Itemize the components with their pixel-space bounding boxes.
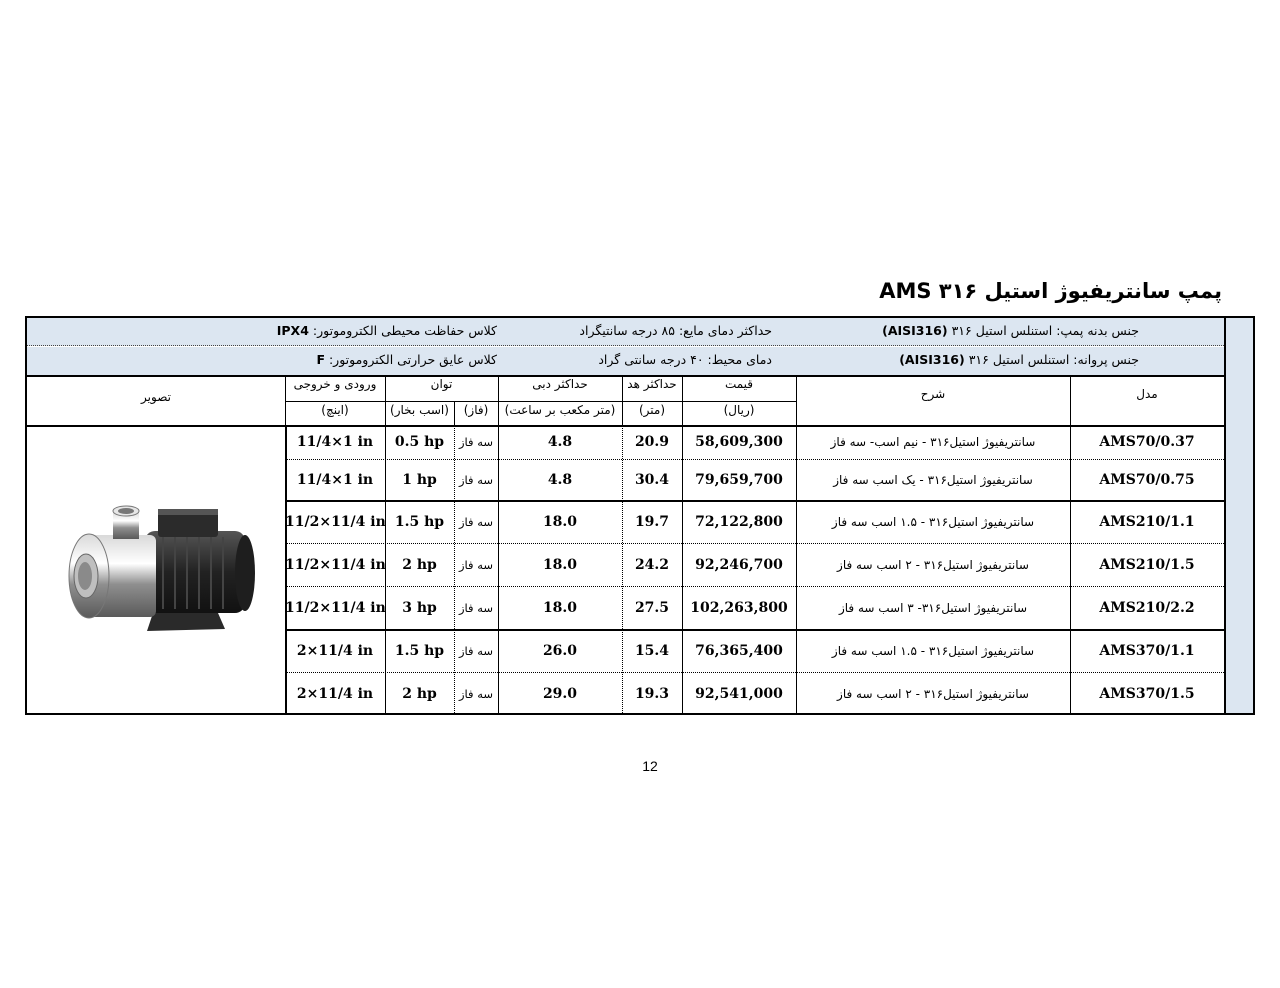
row-divider — [285, 672, 1224, 673]
cell-hp: 2 hp — [402, 556, 437, 573]
header-price-unit: (ریال) — [723, 403, 755, 417]
header-max-head: حداکثر هد — [627, 377, 677, 391]
cell-phase: سه فاز — [458, 472, 493, 487]
cell-flow: 4.8 — [547, 471, 573, 488]
cell-head: 19.3 — [634, 685, 670, 702]
cell-flow: 18.0 — [542, 599, 578, 616]
cell-description: سانتریفیوژ استیل۳۱۶- ۳ اسب سه فاز — [838, 600, 1028, 615]
header-description: شرح — [920, 387, 946, 401]
cell-hp: 2 hp — [402, 685, 437, 702]
cell-description: سانتریفیوژ استیل۳۱۶ - ۲ اسب سه فاز — [837, 686, 1029, 701]
row-divider — [285, 543, 1224, 544]
header-max-head-unit: (متر) — [638, 403, 666, 417]
cell-description: سانتریفیوژ استیل۳۱۶ - ۲ اسب سه فاز — [837, 557, 1029, 572]
row-divider — [285, 500, 1224, 502]
cell-model: AMS70/0.75 — [1099, 471, 1195, 488]
cell-head: 27.5 — [634, 599, 670, 616]
cell-connection: 11/4×1 in — [296, 434, 374, 450]
cell-flow: 29.0 — [542, 685, 578, 702]
cell-hp: 0.5 hp — [394, 434, 445, 450]
max-liquid-temp: حداکثر دمای مایع: ۸۵ درجه سانتیگراد — [579, 323, 772, 338]
cell-price: 58,609,300 — [695, 434, 783, 450]
page-title: پمپ سانتریفیوژ استیل ۳۱۶ AMS — [879, 279, 1222, 303]
header-price: قیمت — [724, 377, 754, 391]
cell-price: 76,365,400 — [695, 642, 783, 659]
cell-flow: 26.0 — [542, 642, 578, 659]
impeller-material-value: (AISI316) — [899, 352, 965, 367]
cell-model: AMS370/1.1 — [1099, 642, 1195, 659]
ambient-temp: دمای محیط: ۴۰ درجه سانتی گراد — [598, 352, 772, 367]
cell-hp: 3 hp — [402, 599, 437, 616]
spec-row-2 — [27, 347, 1224, 377]
cell-phase: سه فاز — [458, 514, 493, 529]
cell-phase: سه فاز — [458, 686, 493, 701]
cell-price: 79,659,700 — [695, 471, 783, 488]
header-power: توان — [430, 377, 453, 391]
row-divider — [285, 459, 1224, 460]
header-inlet-outlet-unit: (اینچ) — [321, 403, 349, 417]
cell-phase: سه فاز — [458, 557, 493, 572]
body-material-label: جنس بدنه پمپ: استنلس استیل ۳۱۶ — [951, 323, 1139, 338]
cell-model: AMS70/0.37 — [1099, 434, 1195, 450]
protection-class-value: IPX4 — [276, 323, 309, 338]
cell-description: سانتریفیوژ استیل۳۱۶ - نیم اسب- سه فاز — [830, 435, 1036, 449]
header-max-flow: حداکثر دبی — [532, 377, 588, 391]
header-hp-unit: (اسب بخار) — [390, 403, 449, 417]
cell-flow: 4.8 — [547, 434, 573, 450]
header-subdivider — [285, 401, 796, 402]
header-phase-unit: (فاز) — [463, 403, 489, 417]
cell-connection: 11/4×1 in — [296, 471, 374, 488]
header-model: مدل — [1136, 387, 1158, 401]
protection-class-label: کلاس حفاظت محیطی الکتروموتور: — [312, 323, 497, 338]
spec-row-1 — [27, 318, 1224, 346]
insulation-class-label: کلاس عایق حرارتی الکتروموتور: — [328, 352, 497, 367]
body-material — [882, 323, 1139, 338]
cell-head: 15.4 — [634, 642, 670, 659]
cell-flow: 18.0 — [542, 513, 578, 530]
insulation-class-value: F — [316, 352, 325, 367]
side-band — [1224, 318, 1253, 713]
cell-phase: سه فاز — [458, 600, 493, 615]
cell-price: 72,122,800 — [695, 513, 783, 530]
header-inlet-outlet: ورودی و خروجی — [293, 377, 377, 391]
cell-price: 102,263,800 — [690, 599, 788, 616]
cell-connection: 11/2×11/4 in — [285, 556, 386, 573]
impeller-material — [899, 352, 1139, 367]
protection-class — [277, 323, 497, 338]
cell-head: 20.9 — [634, 434, 670, 450]
cell-price: 92,541,000 — [695, 685, 783, 702]
header-max-flow-unit: (متر مکعب بر ساعت) — [504, 403, 616, 417]
cell-hp: 1.5 hp — [394, 513, 445, 530]
cell-phase: سه فاز — [458, 435, 493, 449]
body-material-value: (AISI316) — [882, 323, 948, 338]
cell-model: AMS210/1.5 — [1099, 556, 1195, 573]
cell-description: سانتریفیوژ استیل۳۱۶ - یک اسب سه فاز — [833, 472, 1033, 487]
cell-connection: 2×11/4 in — [296, 685, 374, 702]
page-number: 12 — [642, 758, 658, 774]
cell-phase: سه فاز — [458, 643, 493, 658]
header-divider — [27, 425, 1224, 427]
cell-model: AMS210/1.1 — [1099, 513, 1195, 530]
insulation-class — [316, 352, 497, 367]
cell-head: 19.7 — [634, 513, 670, 530]
cell-model: AMS210/2.2 — [1099, 599, 1195, 616]
pump-image — [53, 501, 265, 641]
cell-description: سانتریفیوژ استیل۳۱۶ - ۱.۵ اسب سه فاز — [831, 514, 1035, 529]
cell-hp: 1.5 hp — [394, 642, 445, 659]
cell-hp: 1 hp — [402, 471, 437, 488]
header-image: تصویر — [141, 390, 171, 404]
price-table — [25, 316, 1255, 715]
cell-head: 24.2 — [634, 556, 670, 573]
cell-connection: 11/2×11/4 in — [285, 599, 386, 616]
cell-price: 92,246,700 — [695, 556, 783, 573]
cell-model: AMS370/1.5 — [1099, 685, 1195, 702]
cell-flow: 18.0 — [542, 556, 578, 573]
row-divider — [285, 586, 1224, 587]
row-divider — [285, 629, 1224, 631]
impeller-material-label: جنس پروانه: استنلس استیل ۳۱۶ — [968, 352, 1139, 367]
cell-head: 30.4 — [634, 471, 670, 488]
cell-connection: 11/2×11/4 in — [285, 513, 386, 530]
cell-connection: 2×11/4 in — [296, 642, 374, 659]
cell-description: سانتریفیوژ استیل۳۱۶ - ۱.۵ اسب سه فاز — [831, 643, 1035, 658]
